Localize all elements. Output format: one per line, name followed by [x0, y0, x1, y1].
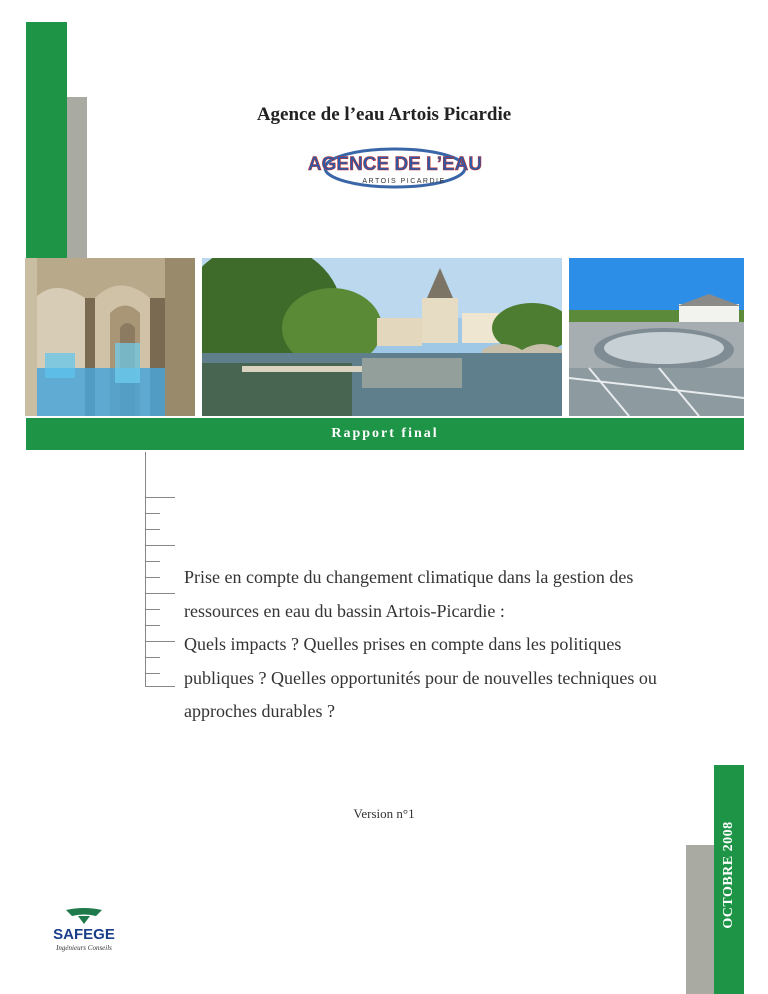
ruler-tick — [145, 641, 175, 642]
ruler-tick — [145, 577, 160, 578]
date-text: OCTOBRE 2008 — [721, 821, 736, 929]
agency-logo-main-text: AGENCE DE L’EAU — [307, 154, 483, 175]
title-line: approches durables ? — [184, 701, 335, 721]
green-decor-bar-top — [26, 22, 67, 258]
report-label: Rapport final — [331, 426, 439, 441]
safege-logo — [34, 908, 134, 958]
report-band — [26, 418, 744, 450]
ruler-tick — [145, 513, 160, 514]
date-label — [714, 765, 744, 994]
treatment-plant-photo — [569, 258, 744, 416]
agency-logo — [300, 146, 490, 192]
village-river-photo — [202, 258, 562, 416]
ruler-tick — [145, 561, 160, 562]
safege-logo-tagline: Ingénieurs Conseils — [56, 944, 112, 952]
title-line: Prise en compte du changement climatique dans la gestion des — [184, 567, 634, 587]
ruler-tick — [145, 657, 160, 658]
aqueduct-photo — [25, 258, 195, 416]
ruler-line — [145, 452, 146, 687]
ruler-tick — [145, 593, 175, 594]
ruler-tick — [145, 497, 175, 498]
document-title — [184, 561, 744, 729]
grey-decor-bar-bottom — [686, 845, 714, 994]
title-line: ressources en eau du bassin Artois-Picardie : — [184, 600, 505, 621]
ruler-tick — [145, 673, 160, 674]
title-line: publiques ? Quelles opportunités pour de nouvelles techniques ou — [184, 667, 657, 688]
version-label: Version n°1 — [353, 806, 415, 821]
ruler-tick — [145, 545, 175, 546]
agency-logo-sub-text: ARTOIS PICARDIE — [362, 178, 446, 185]
ruler-tick — [145, 529, 160, 530]
agency-title: Agence de l’eau Artois Picardie — [256, 104, 512, 125]
ruler-tick — [145, 686, 175, 687]
ruler-tick — [145, 609, 160, 610]
title-line: Quels impacts ? Quelles prises en compte dans les politiques — [184, 634, 622, 654]
safege-logo-name: SAFEGE — [53, 926, 115, 943]
ruler-tick — [145, 625, 160, 626]
